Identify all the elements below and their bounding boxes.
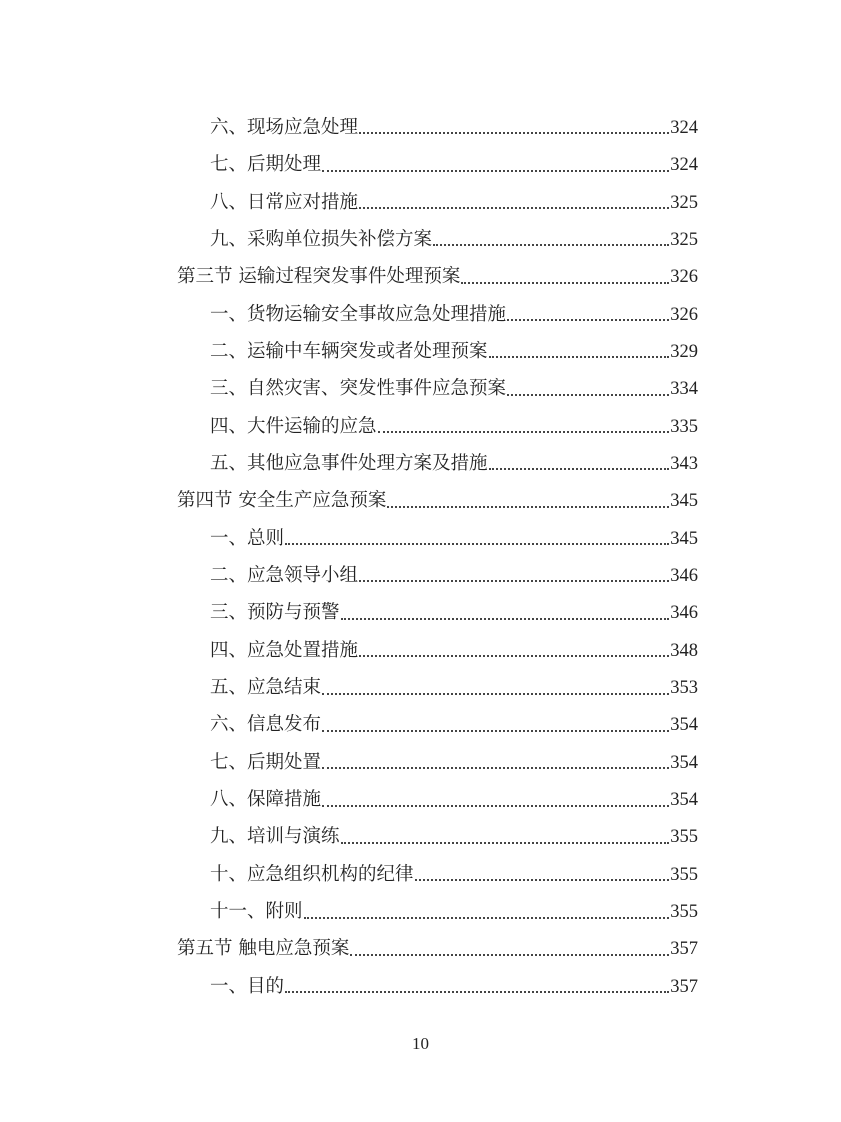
toc-dot-leader: [415, 879, 670, 881]
toc-entry-page-number: 355: [670, 902, 698, 923]
toc-dot-leader: [322, 805, 669, 807]
toc-entry-title: 八、日常应对措施: [210, 191, 359, 213]
toc-entry-title: 第四节 安全生产应急预案: [177, 490, 387, 512]
toc-entry-title: 六、信息发布: [210, 714, 322, 736]
page-number: 10: [412, 1034, 429, 1053]
toc-entry-title: 十、应急组织机构的纪律: [210, 863, 414, 885]
toc-subsection-entry[interactable]: [177, 737, 698, 774]
toc-subsection-entry[interactable]: [177, 102, 698, 139]
toc-entry-title: 三、自然灾害、突发性事件应急预案: [210, 378, 507, 400]
toc-subsection-entry[interactable]: [177, 849, 698, 886]
toc-entry-title: 八、保障措施: [210, 789, 322, 811]
toc-entry-title: 三、预防与预警: [210, 602, 340, 624]
toc-subsection-entry[interactable]: [177, 513, 698, 550]
toc-section-entry[interactable]: [177, 475, 698, 512]
toc-subsection-entry[interactable]: [177, 625, 698, 662]
toc-entry-page-number: 357: [670, 939, 698, 960]
toc-entry-page-number: 345: [670, 528, 698, 549]
toc-dot-leader: [322, 767, 669, 769]
toc-entry-page-number: 345: [670, 491, 698, 512]
toc-entry-page-number: 348: [670, 640, 698, 661]
toc-entry-title: 九、培训与演练: [210, 826, 340, 848]
toc-entry-title: 五、应急结束: [210, 677, 322, 698]
toc-entry-page-number: 325: [670, 192, 698, 213]
toc-entry-page-number: 355: [670, 864, 698, 885]
toc-subsection-entry[interactable]: [177, 550, 698, 587]
toc-entry-page-number: 324: [670, 155, 698, 176]
toc-entry-page-number: 354: [670, 790, 698, 811]
toc-entry-page-number: 346: [670, 565, 698, 586]
toc-entry-page-number: 355: [670, 827, 698, 848]
toc-dot-leader: [359, 655, 669, 657]
toc-entry-title: 第五节 触电应急预案: [177, 938, 350, 960]
toc-dot-leader: [359, 132, 669, 134]
toc-dot-leader: [322, 170, 669, 172]
toc-dot-leader: [489, 468, 670, 470]
toc-dot-leader: [304, 917, 670, 919]
toc-entry-page-number: 326: [670, 304, 698, 325]
toc-subsection-entry[interactable]: [177, 289, 698, 326]
toc-entry-title: 十一、附则: [210, 901, 303, 923]
toc-subsection-entry[interactable]: [177, 438, 698, 475]
toc-dot-leader: [285, 991, 669, 993]
toc-entry-title: 第三节 运输过程突发事件处理预案: [177, 266, 461, 288]
toc-dot-leader: [285, 543, 669, 545]
toc-dot-leader: [341, 618, 670, 620]
toc-dot-leader: [359, 207, 669, 209]
table-of-contents: [177, 102, 698, 998]
toc-entry-title: 九、采购单位损失补偿方案: [210, 228, 433, 250]
toc-entry-title: 四、应急处置措施: [210, 639, 359, 661]
toc-entry-page-number: 326: [670, 267, 698, 288]
toc-entry-title: 一、目的: [210, 975, 285, 997]
toc-section-entry[interactable]: [177, 251, 698, 288]
toc-entry-page-number: 335: [670, 416, 698, 437]
toc-entry-page-number: 343: [670, 453, 698, 474]
toc-entry-title: 七、后期处置: [210, 751, 322, 773]
toc-entry-title: 六、现场应急处理: [210, 116, 359, 138]
toc-entry-page-number: 354: [670, 715, 698, 736]
toc-subsection-entry[interactable]: [177, 886, 698, 923]
toc-subsection-entry[interactable]: [177, 662, 698, 699]
toc-subsection-entry[interactable]: [177, 214, 698, 251]
toc-dot-leader: [378, 431, 670, 433]
toc-dot-leader: [350, 954, 669, 956]
toc-entry-page-number: 346: [670, 603, 698, 624]
toc-dot-leader: [322, 730, 669, 732]
toc-dot-leader: [489, 356, 670, 358]
toc-subsection-entry[interactable]: [177, 363, 698, 400]
toc-dot-leader: [507, 319, 669, 321]
toc-subsection-entry[interactable]: [177, 812, 698, 849]
toc-entry-page-number: 357: [670, 976, 698, 997]
toc-entry-title: 二、运输中车辆突发或者处理预案: [210, 340, 488, 362]
toc-entry-title: 四、大件运输的应急: [210, 415, 377, 437]
toc-entry-title: 一、总则: [210, 527, 285, 549]
toc-subsection-entry[interactable]: [177, 700, 698, 737]
toc-entry-page-number: 334: [670, 379, 698, 400]
toc-entry-page-number: 329: [670, 341, 698, 362]
toc-dot-leader: [461, 282, 669, 284]
toc-dot-leader: [359, 580, 669, 582]
toc-entry-title: 五、其他应急事件处理方案及措施: [210, 452, 488, 474]
toc-entry-title: 七、后期处理: [210, 154, 322, 176]
toc-subsection-entry[interactable]: [177, 774, 698, 811]
toc-section-entry[interactable]: [177, 924, 698, 961]
toc-dot-leader: [387, 506, 669, 508]
toc-entry-title: 一、货物运输安全事故应急处理措施: [210, 303, 507, 325]
toc-subsection-entry[interactable]: [177, 326, 698, 363]
toc-subsection-entry[interactable]: [177, 587, 698, 624]
toc-entry-page-number: 353: [670, 678, 698, 698]
toc-subsection-entry[interactable]: [177, 961, 698, 998]
toc-dot-leader: [322, 693, 669, 695]
toc-subsection-entry[interactable]: [177, 139, 698, 176]
toc-dot-leader: [433, 244, 669, 246]
toc-entry-page-number: 324: [670, 117, 698, 138]
toc-entry-page-number: 325: [670, 229, 698, 250]
toc-dot-leader: [507, 394, 669, 396]
toc-entry-page-number: 354: [670, 752, 698, 773]
toc-dot-leader: [341, 842, 670, 844]
toc-entry-title: 二、应急领导小组: [210, 564, 359, 586]
toc-subsection-entry[interactable]: [177, 401, 698, 438]
toc-subsection-entry[interactable]: [177, 177, 698, 214]
